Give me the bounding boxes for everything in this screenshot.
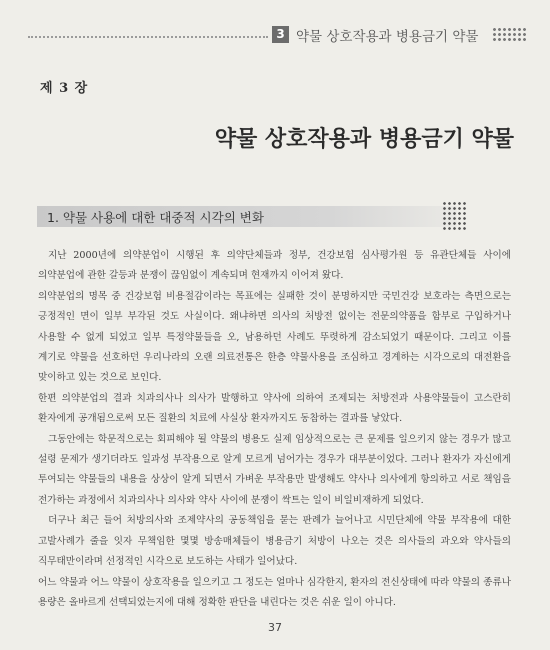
- chapter-number-badge: 3: [272, 26, 289, 43]
- page-number: 37: [268, 621, 282, 634]
- running-header: [28, 24, 528, 46]
- dot-pattern-icon: [492, 27, 528, 43]
- dot-pattern-icon: [442, 201, 466, 231]
- paragraph: 더구나 최근 들어 처방의사와 조제약사의 공동책임을 묻는 판례가 늘어나고 시민단체에 약물 부작용에 대한 고발사례가 줄을 잇자 무책임한 몇몇 방송매체들이 병용금기 처방이 나오는 것은 의사들의 과오와 약사들의 직무태만이라며 선정적인 시각으로 보도하는 사태가 일어났다.: [38, 515, 511, 568]
- chapter-label: 제 3 장: [40, 81, 89, 96]
- chapter-title: 약물 상호작용과 병용금기 약물: [214, 126, 514, 152]
- paragraph: 의약분업의 명목 중 건강보험 비용절감이라는 목표에는 실패한 것이 분명하지만 국민건강 보호라는 측면으로는 긍정적인 면이 일부 부각된 것도 사실이다. 왜냐하면 의사의 처방전 없이는 전문의약품을 함부로 구입하거나 사용할 수 없게 되었고 일부 특정약물들을 오, 남용하던 사례도 뚜렷하게 감소되었기 때문이다. 그리고 이를 계기로 약물을 선호하던 우리나라의 오랜 의료전통은 한층 약물사용을 조심하고 경계하는 시각으로의 대전환을 맞이하고 있는 것으로 보인다.: [38, 290, 511, 384]
- paragraph: 한편 의약분업의 결과 치과의사나 의사가 발행하고 약사에 의하여 조제되는 처방전과 사용약물들이 고스란히 환자에게 공개됨으로써 모든 질환의 치료에 사실상 환자까지도 동참하는 결과를 낳았다.: [38, 392, 511, 425]
- section-title: 1. 약물 사용에 대한 대중적 시각의 변화: [47, 210, 264, 225]
- header-dotted-rule: [28, 36, 268, 38]
- running-title: 약물 상호작용과 병용금기 약물: [296, 29, 479, 45]
- body-text: [38, 246, 511, 613]
- paragraph: 지난 2000년에 의약분업이 시행된 후 의약단체들과 정부, 건강보험 심사평가원 등 유관단체들 사이에 의약분업에 관한 갈등과 분쟁이 끊임없이 계속되며 현재까지 이어져 왔다.: [38, 250, 511, 282]
- section-heading-bar: [37, 206, 457, 227]
- paragraph: 어느 약물과 어느 약물이 상호작용을 일으키고 그 정도는 얼마나 심각한지, 환자의 전신상태에 따라 약물의 종류나 용량은 올바르게 선택되었는지에 대해 정확한 판단을 내린다는 것은 쉬운 일이 아니다.: [38, 576, 511, 608]
- paragraph: 그동안에는 학문적으로는 회피해야 될 약물의 병용도 실제 임상적으로는 큰 문제를 일으키지 않는 경우가 많고 설령 문제가 생기더라도 일과성 부작용으로 알게 모르게 넘어가는 경우가 대부분이었다. 그러나 환자가 자신에게 투여되는 약물들의 내용을 상상이 알게 되면서 가벼운 부작용만 발생해도 약사나 의사에게 항의하고 서로 책임을 전가하는 과정에서 치과의사나 의사와 약사 사이에 분쟁이 싹트는 일이 비일비재하게 되었다.: [38, 433, 511, 506]
